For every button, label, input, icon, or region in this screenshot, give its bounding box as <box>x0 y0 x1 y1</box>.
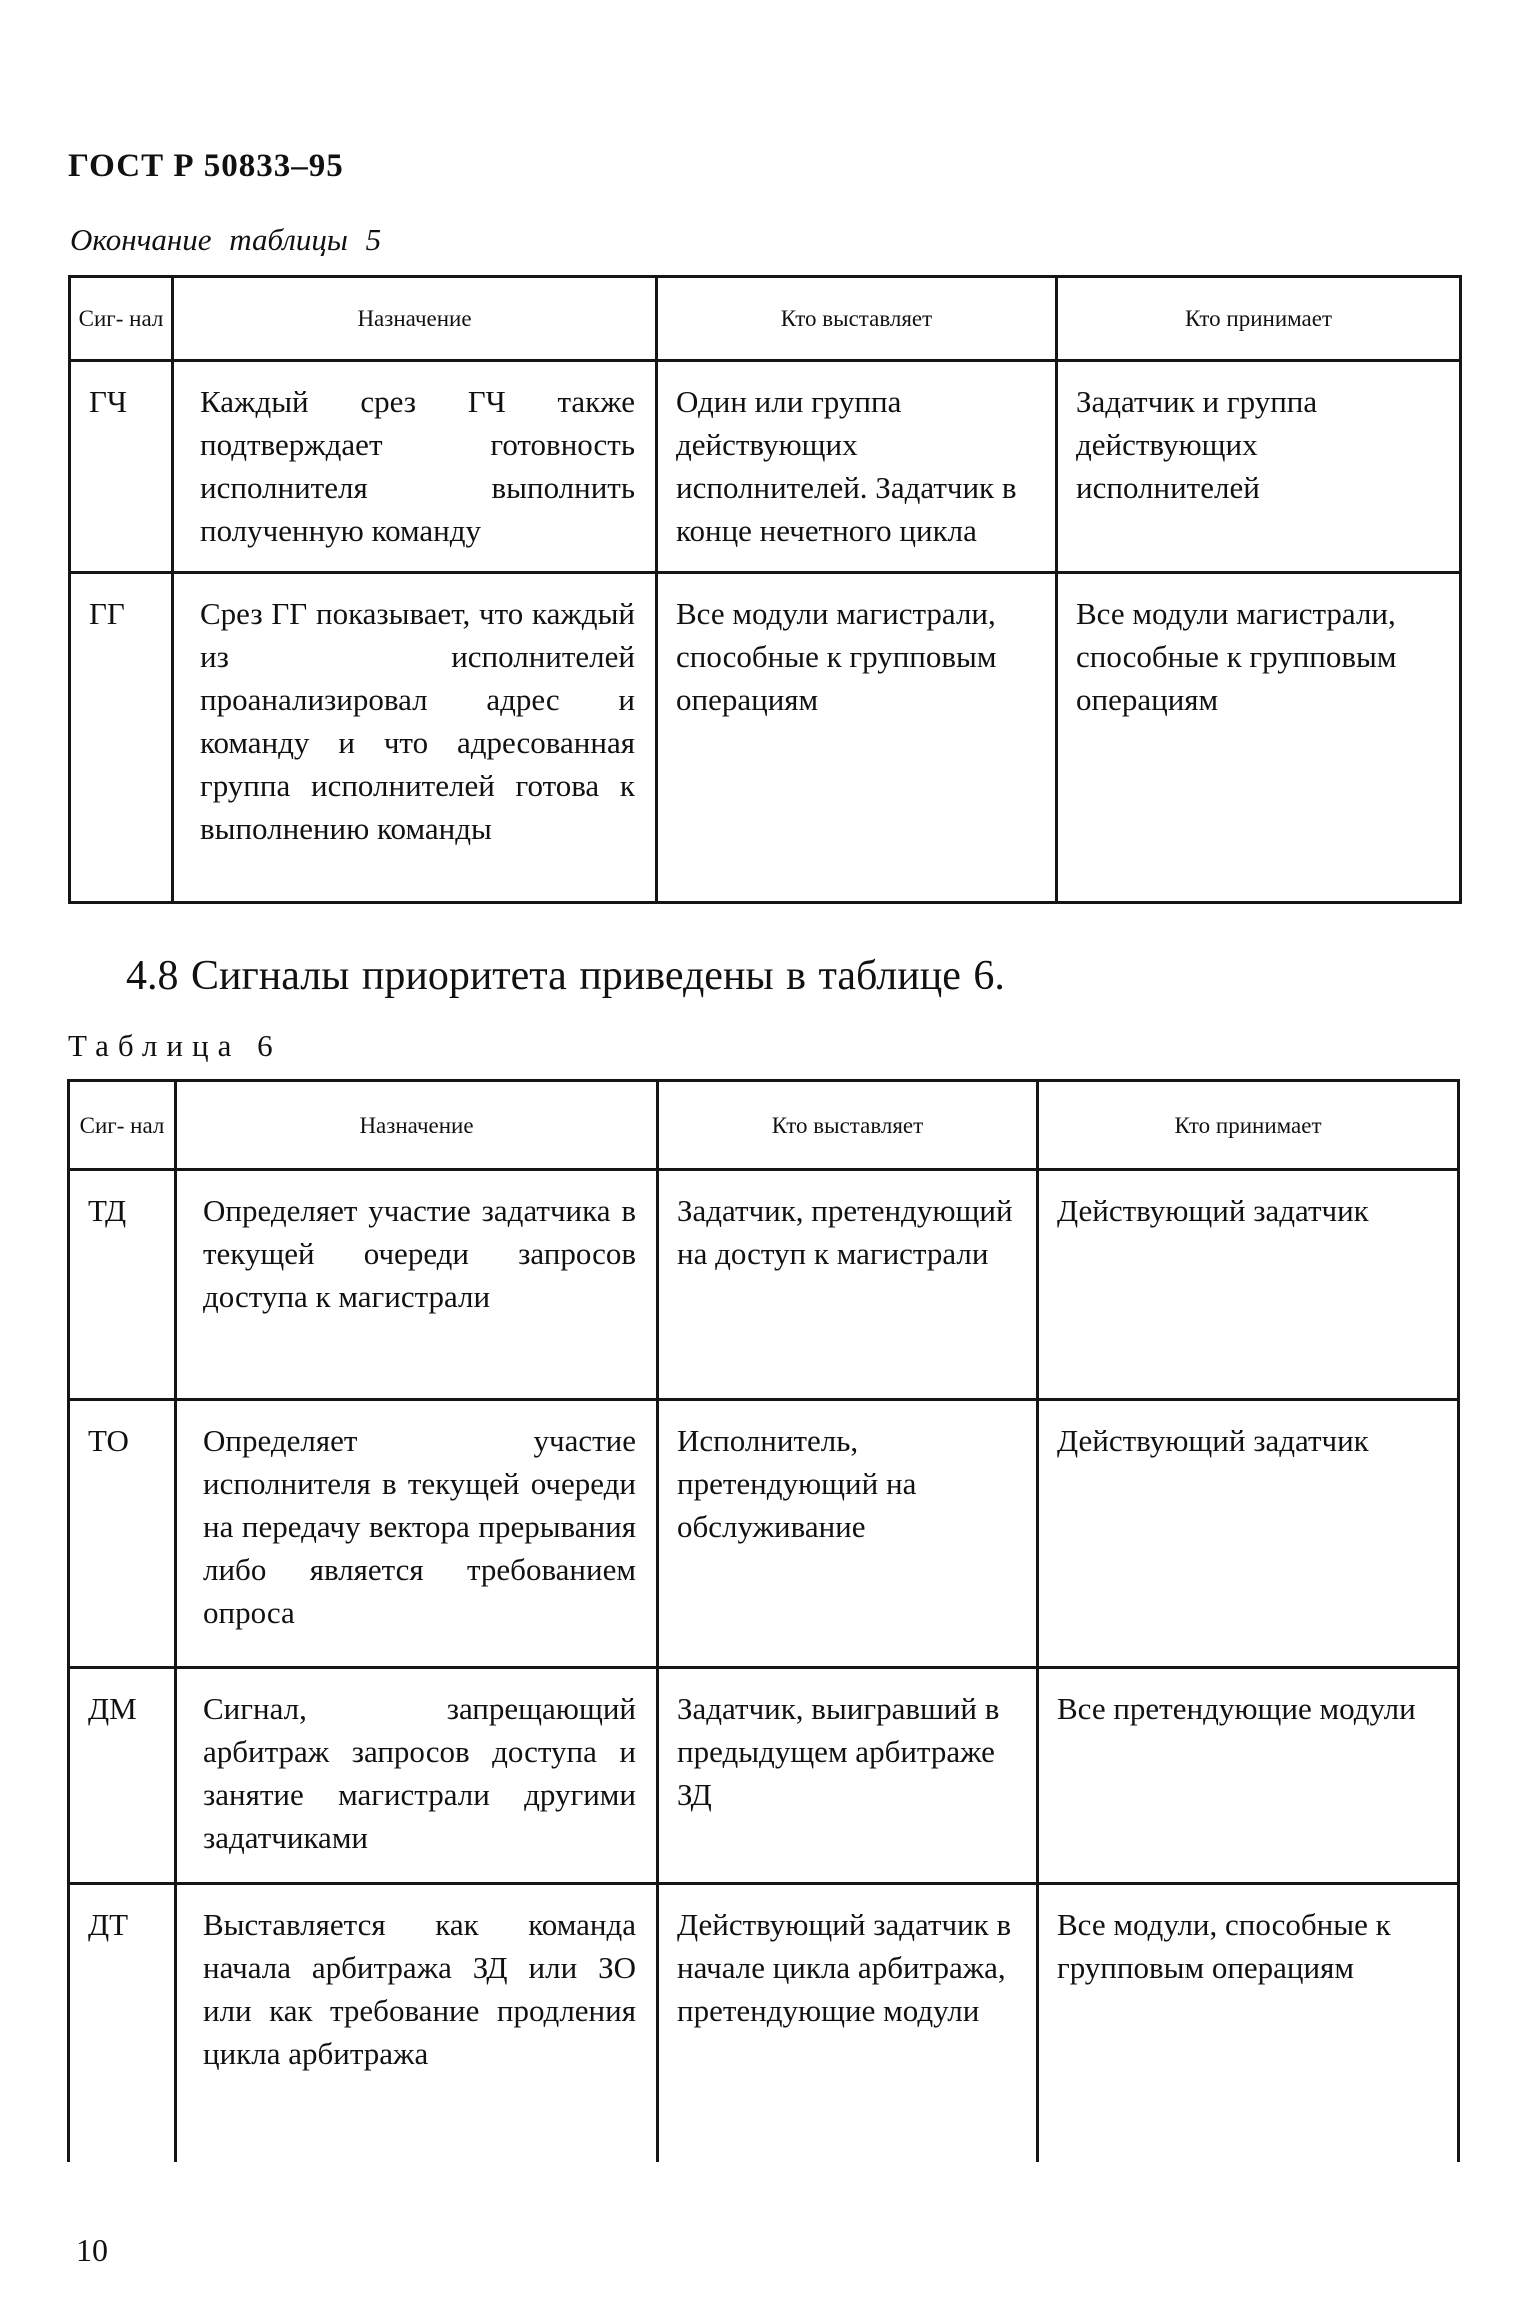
page-header: ГОСТ Р 50833–95 <box>68 148 344 184</box>
table-row <box>69 1400 1459 1668</box>
who-sets-cell: Задатчик, претендующий на доступ к магистрали <box>658 1170 1038 1400</box>
who-receives-cell: Все претендующие модули <box>1038 1668 1459 1884</box>
column-header-who-sets: Кто выставляет <box>657 277 1057 361</box>
table-row <box>69 1170 1459 1400</box>
who-sets-cell: Действующий задатчик в начале цикла арбитража, претендующие модули <box>658 1884 1038 2162</box>
signal-cell: ГЧ <box>70 361 173 573</box>
table-row <box>69 1668 1459 1884</box>
who-sets-cell: Исполнитель, претендующий на обслуживание <box>658 1400 1038 1668</box>
signal-cell: ТО <box>69 1400 176 1668</box>
table-row <box>70 573 1461 903</box>
column-header-signal: Сиг- нал <box>70 277 173 361</box>
column-header-who-sets: Кто выставляет <box>658 1081 1038 1170</box>
purpose-cell: Определяет участие исполнителя в текущей очереди на передачу вектора прерывания либо является требованием опроса <box>176 1400 658 1668</box>
column-header-who-receives: Кто принимает <box>1038 1081 1459 1170</box>
page-number: 10 <box>76 2232 108 2268</box>
column-header-signal: Сиг- нал <box>69 1081 176 1170</box>
purpose-cell: Определяет участие задатчика в текущей очереди запросов доступа к магистрали <box>176 1170 658 1400</box>
who-sets-cell: Один или группа действующих исполнителей. Задатчик в конце нечетного цикла <box>657 361 1057 573</box>
who-receives-cell: Все модули магистрали, способные к групповым операциям <box>1057 573 1461 903</box>
signal-cell: ДМ <box>69 1668 176 1884</box>
purpose-cell: Каждый срез ГЧ также подтверждает готовность исполнителя выполнить полученную команду <box>173 361 657 573</box>
signal-cell: ГГ <box>70 573 173 903</box>
who-receives-cell: Действующий задатчик <box>1038 1170 1459 1400</box>
table-6-caption: Таблица 6 <box>68 1028 282 1063</box>
table-6 <box>67 1079 1460 2162</box>
purpose-cell: Выставляется как команда начала арбитража ЗД или ЗО или как требование продления цикла арбитража <box>176 1884 658 2162</box>
table-row <box>70 361 1461 573</box>
table-header-row <box>70 277 1461 361</box>
column-header-purpose: Назначение <box>176 1081 658 1170</box>
purpose-cell: Срез ГГ показывает, что каждый из исполнителей проанализировал адрес и команду и что адресованная группа исполнителей готова к выполнению команды <box>173 573 657 903</box>
table-5-caption: Окончание таблицы 5 <box>70 222 382 257</box>
column-header-purpose: Назначение <box>173 277 657 361</box>
signal-cell: ТД <box>69 1170 176 1400</box>
table-row <box>69 1884 1459 2162</box>
who-receives-cell: Задатчик и группа действующих исполнителей <box>1057 361 1461 573</box>
who-sets-cell: Все модули магистрали, способные к групповым операциям <box>657 573 1057 903</box>
who-sets-cell: Задатчик, выигравший в предыдущем арбитраже ЗД <box>658 1668 1038 1884</box>
table-5 <box>68 275 1462 904</box>
table-header-row <box>69 1081 1459 1170</box>
signal-cell: ДТ <box>69 1884 176 2162</box>
column-header-who-receives: Кто принимает <box>1057 277 1461 361</box>
purpose-cell: Сигнал, запрещающий арбитраж запросов доступа и занятие магистрали другими задатчиками <box>176 1668 658 1884</box>
who-receives-cell: Все модули, способные к групповым операциям <box>1038 1884 1459 2162</box>
section-heading: 4.8 Сигналы приоритета приведены в таблице 6. <box>126 953 1005 999</box>
who-receives-cell: Действующий задатчик <box>1038 1400 1459 1668</box>
